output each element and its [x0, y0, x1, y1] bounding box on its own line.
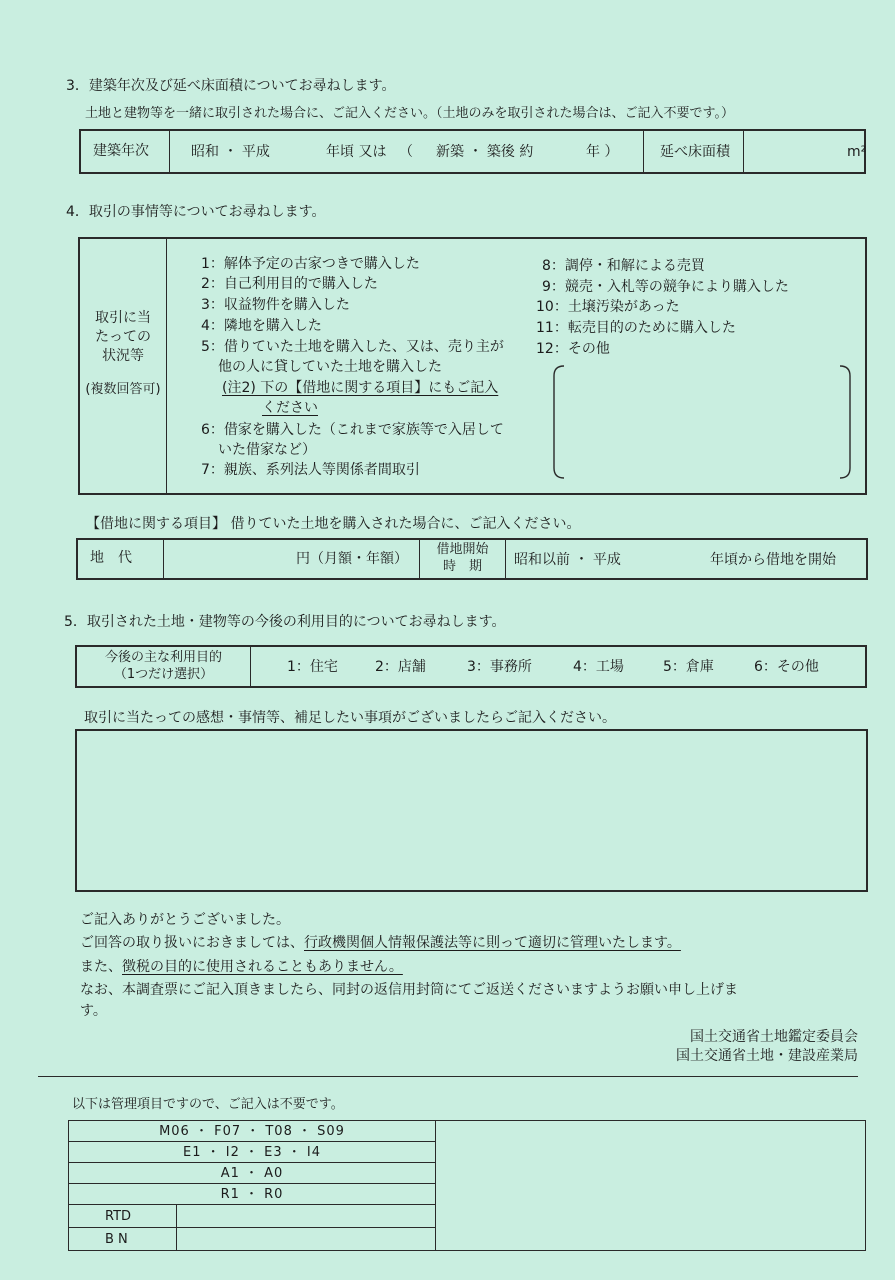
unit-m2: m²	[847, 144, 867, 160]
comments-textarea[interactable]	[75, 729, 868, 892]
rent-input[interactable]	[166, 542, 296, 576]
option-9[interactable]: 9：競売・入札等の競争により購入した	[542, 279, 789, 295]
option-12[interactable]: 12：その他	[536, 341, 610, 357]
option-5-cont: 他の人に貸していた土地を購入した	[218, 359, 442, 375]
lease-start-text: 年頃から借地を開始	[710, 552, 836, 568]
closing-line-3a: また、	[80, 959, 122, 975]
option-1[interactable]: 1：解体予定の古家つきで購入した	[201, 256, 420, 272]
q3-heading: 3．建築年次及び延べ床面積についてお尋ねします。	[66, 78, 396, 94]
situation-label-3: 状況等	[102, 348, 144, 364]
admin-rtd-label: RTD	[105, 1209, 132, 1224]
admin-note: 以下は管理項目ですので、ご記入は不要です。	[72, 1097, 344, 1112]
closing-line-2a: ご回答の取り扱いにおきましては、	[80, 935, 304, 951]
rent-label: 地 代	[90, 550, 132, 566]
closing-line-4: なお、本調査票にご記入頂きましたら、同封の返信用封筒にてご返送くださいますようお願い申し上げま	[80, 982, 738, 998]
option-5[interactable]: 5：借りていた土地を購入した、又は、売り主が	[201, 339, 504, 355]
section-divider	[38, 1076, 858, 1077]
purpose-option-1[interactable]: 1：住宅	[287, 659, 338, 675]
org-name-1: 国土交通省土地鑑定委員会	[690, 1029, 858, 1045]
closing-line-3	[80, 958, 403, 976]
q3-table	[79, 129, 866, 174]
situation-label-note: (複数回答可)	[85, 382, 161, 397]
comments-prompt: 取引に当たっての感想・事情等、補足したい事項がございましたらご記入ください。	[84, 710, 616, 726]
paren-open: （	[399, 144, 413, 160]
purpose-option-5[interactable]: 5：倉庫	[663, 659, 714, 675]
q4-heading: 4．取引の事情等についてお尋ねします。	[66, 204, 326, 220]
lease-era-choice[interactable]: 昭和以前 ・ 平成	[514, 552, 621, 568]
option-6-cont: いた借家など）	[218, 442, 316, 458]
year-suffix: 年頃 又は	[326, 144, 387, 160]
bracket-frame	[552, 364, 852, 480]
q4-table	[78, 237, 867, 495]
years-paren: 年 ）	[586, 144, 619, 160]
admin-row-3: A1 ・ A0	[220, 1166, 284, 1181]
purpose-option-3[interactable]: 3：事務所	[467, 659, 532, 675]
purpose-option-4[interactable]: 4：工場	[573, 659, 624, 675]
closing-line-3b: 徴税の目的に使用されることもありません。	[122, 959, 403, 975]
other-freetext-field[interactable]	[552, 364, 852, 480]
purpose-option-2[interactable]: 2：店舗	[375, 659, 426, 675]
purpose-label-1: 今後の主な利用目的	[104, 650, 222, 665]
purpose-label-2: （1つだけ選択）	[113, 667, 214, 682]
option-6[interactable]: 6：借家を購入した（これまで家族等で入居して	[201, 422, 504, 438]
option-8[interactable]: 8：調停・和解による売買	[542, 258, 705, 274]
closing-thanks: ご記入ありがとうございました。	[80, 912, 290, 928]
option-5-note: (注2) 下の【借地に関する項目】にもご記入	[222, 380, 499, 396]
lease-table	[76, 538, 868, 580]
floor-area-input[interactable]	[745, 133, 835, 169]
closing-line-2b: 行政機関個人情報保護法等に則って適切に管理いたします。	[304, 935, 681, 951]
option-10[interactable]: 10：土壌汚染があった	[536, 299, 680, 315]
option-11[interactable]: 11：転売目的のために購入した	[536, 320, 736, 336]
admin-row-2: E1 ・ I2 ・ E3 ・ I4	[183, 1145, 321, 1160]
floor-area-label: 延べ床面積	[660, 144, 730, 160]
era-choice[interactable]: 昭和 ・ 平成	[191, 144, 270, 160]
option-2[interactable]: 2：自己利用目的で購入した	[201, 276, 378, 292]
admin-row-4: R1 ・ R0	[220, 1187, 284, 1202]
q3-note: 土地と建物等を一緒に取引された場合に、ご記入ください。（土地のみを取引された場合は、ご記入不要です。）	[85, 106, 734, 121]
situation-label-1: 取引に当	[95, 310, 151, 326]
closing-line-2	[80, 934, 681, 952]
situation-label-2: たっての	[95, 329, 151, 345]
lease-start-label-1: 借地開始	[436, 542, 489, 557]
building-year-label: 建築年次	[93, 143, 149, 159]
admin-table	[68, 1120, 866, 1251]
q5-heading: 5．取引された土地・建物等の今後の利用目的についてお尋ねします。	[64, 614, 506, 630]
admin-bn-label: B N	[105, 1232, 128, 1247]
purpose-option-6[interactable]: 6：その他	[754, 659, 819, 675]
closing-line-5: す。	[80, 1003, 107, 1019]
lease-start-label-2: 時 期	[442, 559, 482, 574]
org-name-2: 国土交通省土地・建設産業局	[676, 1048, 858, 1064]
option-3[interactable]: 3：収益物件を購入した	[201, 297, 350, 313]
rent-unit: 円（月額・年額）	[296, 551, 408, 567]
option-4[interactable]: 4：隣地を購入した	[201, 318, 322, 334]
option-5-note-cont: ください	[262, 400, 318, 416]
q5-table	[75, 645, 867, 688]
option-7[interactable]: 7：親族、系列法人等関係者間取引	[201, 462, 420, 478]
lease-heading: 【借地に関する項目】 借りていた土地を購入された場合に、ご記入ください。	[86, 516, 581, 532]
new-built-choice[interactable]: 新築 ・ 築後 約	[436, 144, 534, 160]
admin-row-1: M06 ・ F07 ・ T08 ・ S09	[159, 1124, 345, 1139]
